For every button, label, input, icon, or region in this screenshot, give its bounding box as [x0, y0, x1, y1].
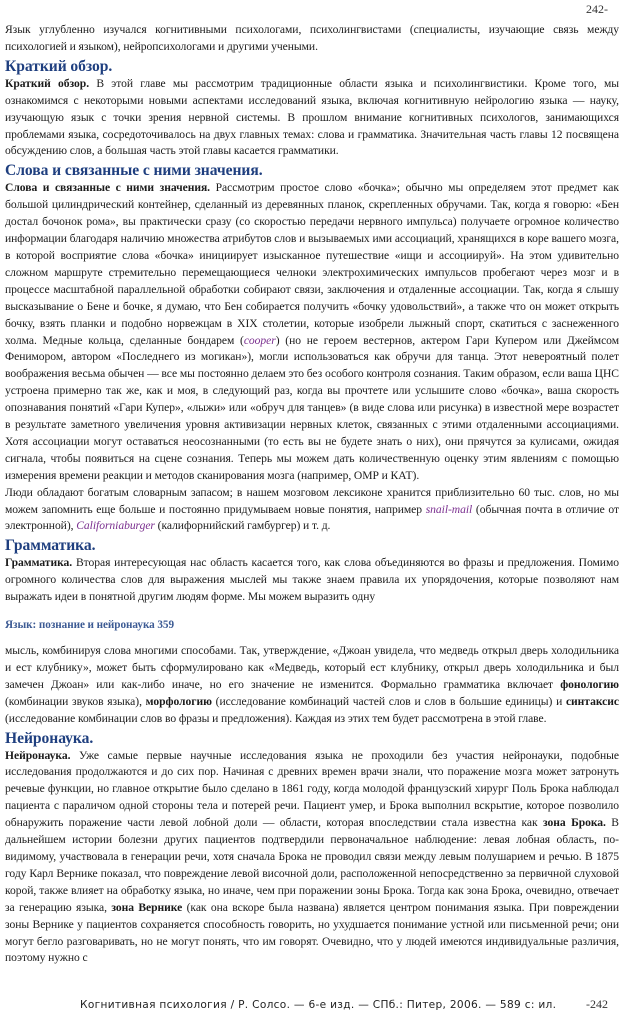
term-broca-area: зона Брока. — [543, 816, 606, 830]
grammar-cont-c: (комбинации звуков языка), — [5, 694, 146, 708]
neuroscience-paragraph — [5, 748, 619, 968]
cooper-link[interactable]: cooper — [243, 333, 276, 347]
words-text-a: Рассмотрим простое слово «бочка»; обычно мы определяем этот предмет как большой цилиндрический контейнер, сделанный из деревянных планок, скрепленных обручами. Так, когда я говорю: «Бен достал бочонок рома», вы практически сразу (со скоростью передачи нервного импульса) получаете огромное количество информации благодаря наличию множества атрибутов слов и вызываемых ими ассоциаций, хранящихся в коре вашего мозга, в которой восприятие слова «бочка» инициирует изысканное путешествие «ищи и ассоциируй». На этом удивительно сложном маршруте стремительно перемещающиеся челноки электрохимических импульсов пробегают через мозг и в процессе масштабной параллельной обработки собирают связи, заключения и отдаленные ассоциации. Так, когда я слышу высказывание о Бене и бочке, я думаю, что Бен собирается получить «бочку удовольствий», а также что он может открыть бочку, взять планки и подобно норвежцам в XIX столетии, которые изобрели лыжный спорт, скатиться с заснеженного холма. Медные кольца, сделанные бондарем ( — [5, 181, 619, 347]
words-paragraph-1 — [5, 180, 619, 484]
words-paragraph-2 — [5, 485, 619, 536]
heading-neuroscience: Нейронаука. — [5, 729, 94, 747]
neuro-text-c: (как она вскоре была названа) является центром понимания языка. При повреждении зоны Вернике у пациентов сохраняется способность говорить, но ухудшается понимание устной или письменной речи; они могут бегло разговаривать, но не могут понять, что им говорят. Очевидно, что у людей имеются индивидуальные различия, поэтому нужно с — [5, 900, 619, 965]
term-morphology: морфологию — [145, 694, 212, 708]
running-head: Язык: познание и нейронаука 359 — [5, 619, 174, 632]
page-number-top: 242- — [586, 2, 608, 16]
words-lead: Слова и связанные с ними значения. — [5, 181, 211, 195]
grammar-cont-d: (исследование комбинаций частей слов и слов в большие единицы) и — [211, 694, 566, 708]
intro-paragraph: Язык углубленно изучался когнитивными психологами, психолингвистами (специалисты, изучающие связь между психологией и языком), нейропсихологами и другими учеными. — [5, 23, 619, 53]
neuroscience-lead: Нейронаука. — [5, 748, 71, 762]
grammar-cont-a: мысль, комбинируя слова многими способами. Так, утверждение, «Джоан увидела, что медведь открыл дверь холодильника и ест клубнику», может быть сформулировано как «Медведь, который ест клубнику, открыл дверь холодильника и был замечен Джоан» или как-либо иначе, но его значение не изменится. Формально грамматика включает — [5, 644, 619, 691]
heading-grammar: Грамматика. — [5, 537, 96, 555]
overview-paragraph — [5, 76, 619, 161]
grammar-lead: Грамматика. — [5, 556, 73, 570]
neuro-text-a: Уже самые первые научные исследования языка не проходили без участия нейронауки, подобные исследования продолжаются и до сих пор. Начиная с древних времен врачи знали, что поражение мозга может затронуть речевые функции, но главное открытие было сделано в 1861 году, когда молодой французский хирург Поль Брока наблюдал пациента с параличом одной стороны тела и потерей речи. Пациент умер, и Брока выполнил вскрытие, которое позволило обнаружить поражение части левой лобной доли — области, которая впоследствии стала известна как — [5, 748, 619, 830]
page-number-bottom: -242 — [586, 997, 608, 1011]
overview-lead: Краткий обзор. — [5, 76, 90, 90]
term-phonology: фонологию — [560, 677, 619, 691]
snail-mail-link[interactable]: snail-mail — [425, 502, 473, 516]
lexicon-text-c: (калифорнийский гамбургер) и т. д. — [154, 519, 331, 533]
page-footer — [0, 993, 620, 1017]
heading-words-meanings: Слова и связанные с ними значения. — [5, 162, 263, 180]
grammar-paragraph — [5, 555, 619, 606]
neuro-text-b: В дальнейшем истории болезни других пациентов подтвердили первоначальное наблюдение: левая лобная область, по-видимому, участвовала в генерации речи, хотя сначала Брока не проводил связи между левым полушарием и речью. В 1875 году Карл Вернике показал, что повреждение левой височной доли, расположенной непосредственно за первичной слуховой корой, также влияет на обработку языка, но иначе, чем при поражении зоны Брока. Тогда как зона Брока, очевидно, отвечает за генерацию языка, — [5, 816, 619, 914]
heading-overview: Краткий обзор. — [5, 57, 113, 75]
californiaburger-link[interactable]: Californiaburger — [76, 519, 155, 533]
lexicon-text-b: (обычная почта в отличие от электронной), — [5, 502, 619, 533]
term-wernicke-area: зона Вернике — [111, 900, 183, 914]
footer-citation: Когнитивная психология / Р. Солсо. — 6-е изд. — СПб.: Питер, 2006. — 589 с: ил. — [80, 999, 557, 1011]
words-text-b: ) (но не героем вестернов, актером Гари Купером или Джеймсом Фенимором, автором «Последнего из могикан»), могли использоваться как обручи для танца. Этот невероятный полет воображения весьма обычен — все мы постоянно делаем это без особого контроля сознания. Таким образом, если ваша ЦНС устроена примерно так же, как и моя, в следующий раз, когда вы прочтете или услышите слово «бочка», ваша скорость опознавания понятий «Гари Купер», «лыжи» или «обруч для танцев» (в виде слова или рисунка) в известной мере возрастет в результате заметного увеличения уровня активизации нервных клеток, связанных с этими отдаленными ассоциациями. Хотя ассоциации могут оставаться неосознанными (то есть вы не будете знать о них), они прячутся за кулисами, ожидая сигнала, чтобы появиться на сцене сознания. Теперь мы можем дать количественную оценку этим явлениям с помощью измерения времени реакции и методов сканирования мозга (например, ОМР и КАТ). — [5, 333, 619, 482]
grammar-continuation — [5, 643, 619, 728]
overview-text: В этой главе мы рассмотрим традиционные области языка и психолингвистики. Кроме того, мы ознакомимся с некоторыми новыми аспектами исследований языка, включая когнитивную нейрологию языка — науку, изучающую язык с точки зрения нервной системы. В прошлом внимание когнитивных психологов, занимающихся проблемами языка, сосредоточивалось на двух главных темах: слова и грамматика. Значительная часть главы 12 посвящена обсуждению слов, а большая часть этой главы касается грамматики. — [5, 76, 619, 158]
lexicon-text-a: Люди обладают богатым словарным запасом; в нашем мозговом лексиконе хранится приблизительно 60 тыс. слов, но мы можем запомнить еще больше и постоянно придумываем новые понятия, например — [5, 485, 619, 516]
term-syntax: синтаксис — [565, 694, 619, 708]
grammar-cont-e: (исследование комбинации слов во фразы и предложения). Каждая из этих тем будет рассмотрена в этой главе. — [5, 711, 547, 725]
grammar-text: Вторая интересующая нас область касается того, как слова объединяются во фразы и предложения. Помимо огромного количества слов для выражения мыслей мы также знаем правила их упорядочения, которые позволяют нам выражать идеи в понятной другим людям форме. Мы можем выразить одну — [5, 556, 619, 604]
page-content — [5, 22, 619, 967]
